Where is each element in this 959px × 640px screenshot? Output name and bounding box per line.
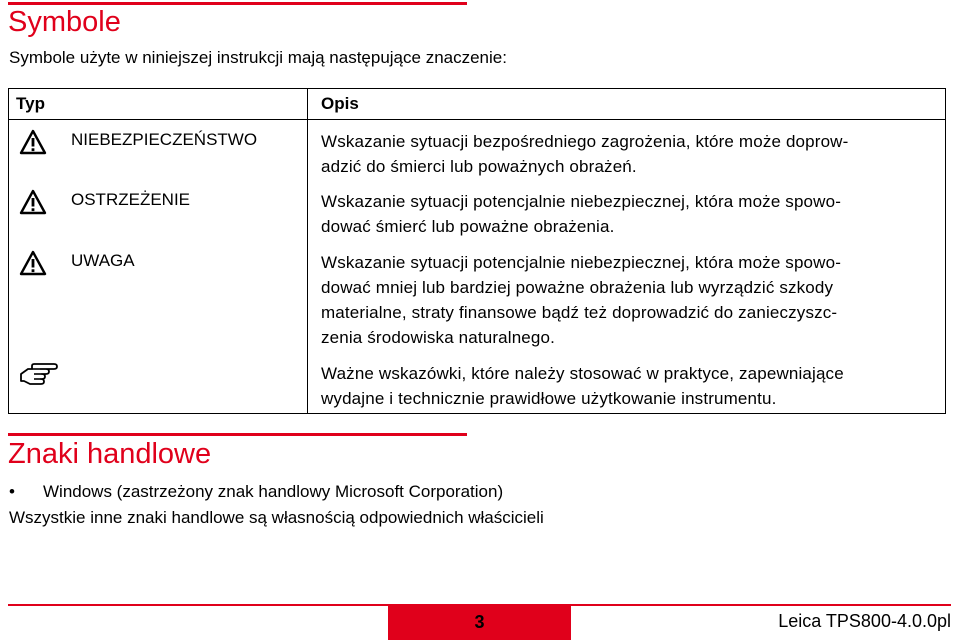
description-line: Wskazanie sytuacji bezpośredniego zagrożenia, które może doprow-	[321, 132, 849, 151]
symbol-type-label: NIEBEZPIECZEŃSTWO	[71, 130, 258, 149]
description-line: Wskazanie sytuacji potencjalnie niebezpiecznej, która może spowo-	[321, 253, 842, 272]
description-line: Wskazanie sytuacji potencjalnie niebezpiecznej, która może spowo-	[321, 192, 842, 211]
warning-triangle-icon	[19, 129, 47, 155]
symbol-description	[321, 189, 939, 239]
section-title-symbole: Symbole	[8, 6, 121, 38]
bullet-marker: •	[9, 482, 15, 501]
table-header-description: Opis	[321, 94, 359, 113]
trademark-text: Windows (zastrzeżony znak handlowy Microsoft Corporation)	[43, 482, 504, 501]
trademark-list-item	[9, 481, 503, 503]
symbols-table	[8, 88, 946, 414]
section-title-trademarks: Znaki handlowe	[8, 438, 212, 470]
intro-text: Symbole użyte w niniejszej instrukcji mają następujące znaczenie:	[9, 48, 507, 67]
page-number: 3	[388, 604, 571, 640]
description-line: materialne, straty finansowe bądź też doprowadzić do zanieczyszc-	[321, 303, 838, 322]
symbol-description	[321, 361, 939, 411]
heading-rule-trademarks	[8, 433, 467, 436]
warning-triangle-icon	[19, 250, 47, 276]
table-column-divider	[307, 89, 308, 413]
table-header-type: Typ	[16, 94, 45, 113]
description-line: zenia środowiska naturalnego.	[321, 328, 555, 347]
description-line: Ważne wskazówki, które należy stosować w praktyce, zapewniające	[321, 364, 844, 383]
symbol-type-label: UWAGA	[71, 251, 135, 270]
description-line: wydajne i technicznie prawidłowe użytkowanie instrumentu.	[321, 389, 777, 408]
warning-triangle-icon	[19, 189, 47, 215]
description-line: dować mniej lub bardziej poważne obrażenia lub wyrządzić szkody	[321, 278, 834, 297]
symbol-description	[321, 250, 939, 350]
table-header-divider	[9, 119, 945, 120]
symbol-type-label: OSTRZEŻENIE	[71, 190, 191, 209]
symbol-description	[321, 129, 939, 179]
trademark-note: Wszystkie inne znaki handlowe są własnością odpowiednich właścicieli	[9, 508, 544, 527]
description-line: adzić do śmierci lub poważnych obrażeń.	[321, 157, 637, 176]
pointing-hand-icon	[19, 361, 59, 389]
description-line: dować śmierć lub poważne obrażenia.	[321, 217, 615, 236]
document-name: Leica TPS800-4.0.0pl	[778, 611, 951, 631]
